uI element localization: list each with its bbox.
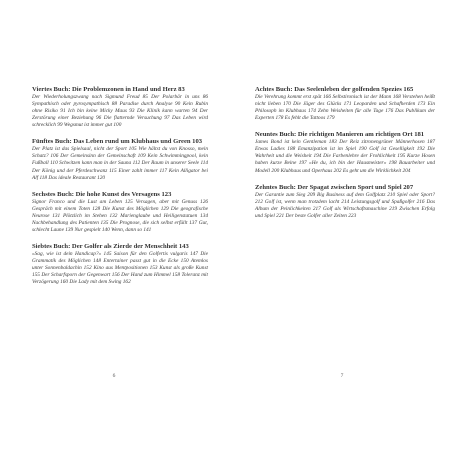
chapter-entries: Der Garantie zum Sieg 209 Big Business auf dem Golfplatz 210 Spiel oder Sport? 212 Golf ist, wenn man trotzdem lacht 214 Leistungsgolf und Spaßgolfer 216 Das Album der Peinlichkeiten 217 Golf als Wirtschaftsmaschine 219 Zwischen Erfolg und Spiel 221 Der beste Golfer aller Zeiten 223 bbox=[255, 191, 435, 219]
toc-chapter bbox=[32, 243, 208, 286]
chapter-entries: James Bond ist kein Gentleman 183 Der Reiz zitronengrüner Männerhosen 187 Etwas Ladies 188 Emanzipation ist im Spiel 190 Golf ist Geselligkeit 192 Die Wahrheit und die Weisheit 194 Die Farbenlehre der Frohlichkeit 195 Kurze Hosen haben kurze Beine 197 »He du, ich bin der Hausmeister« 198 Bauarbeiter und Modell 200 Klubhaus und Operhaus 202 Es geht um die Wirklichkeit 204 bbox=[255, 139, 435, 174]
chapter-entries: Signor Franco und die Lust am Leben 125 Versagen, aber mit Genuss 126 Gespräch mit einem Toten 128 Die Kunst des Möglichen 129 Die geografische Neurose 131 Plötzlich im Stehen 132 Marienglaube und Heiligenstatuen 134 Nachbehandlung des Patienten 135 Die Prognose, die sich selbst erfüllt 137 Gut, schlecht Laune 139 Nur gespielt 140 Wenn, dann so 141 bbox=[32, 198, 208, 234]
chapter-title: Viertes Buch: Die Problemzonen in Hand und Herz 83 bbox=[32, 86, 185, 93]
chapter-title: Sechstes Buch: Die hohe Kunst des Versagens 123 bbox=[32, 190, 172, 198]
chapter-title: Achtes Buch: Das Seelenleben der golfenden Spezies 165 bbox=[255, 86, 414, 93]
chapter-title: Siebtes Buch: Der Golfer als Zierde der Menschheit 143 bbox=[32, 243, 189, 251]
chapter-title: Zehntes Buch: Der Spagat zwischen Sport und Spiel 207 bbox=[255, 183, 414, 191]
toc-chapter bbox=[32, 191, 208, 234]
chapter-title: Neuntes Buch: Die richtigen Manieren am richtigen Ort 181 bbox=[255, 131, 425, 139]
chapter-entries: Der Platz ist das Spielsaal, nicht der Sport 105 Wie hältst du von Knosso, mein Schatz? 106 Der Gemeinsinn der Gemeinschaft 109 Kein Schwimmingpool, kein Fußball 110 Schwitzen kann man in der Sauna 112 Der Raum in unserer Seele 114 Der König und der Pferdeschwanz 115 Einer zahlt immer 117 Kein Alligator bei Alf 118 Das ideale Restaurant 120 bbox=[32, 146, 208, 181]
left-toc-column bbox=[32, 86, 208, 296]
chapter-entries: »Sag, wie ist dein Handicap?« 145 Saison für den Golfertis vulgaris 147 Die Grammatik des Möglichen 148 Entertainer passt gut in die Ecke 150 Atemlos unter Sonnenbaldachin 152 Kino aus Mentpositionen 153 Kunst als große Kunst 155 Der Scharfsporn der Gegenwart 156 Der Hand zum Himmel 158 Toleranz mit Verzögerung 160 Die Lady mit dem Swing 162 bbox=[32, 251, 208, 286]
toc-chapter bbox=[255, 86, 435, 122]
toc-chapter bbox=[255, 184, 435, 220]
right-toc-column bbox=[255, 86, 435, 229]
toc-chapter bbox=[32, 138, 208, 181]
chapter-title: Fünftes Buch: Das Leben rund um Klubhaus und Green 103 bbox=[32, 138, 203, 146]
page-number: 6 bbox=[112, 373, 116, 379]
chapter-entries: Die Verehrung kommt erst spät 166 Selbstironisch ist der Mann 168 Verstehen heißt nicht lieben 170 Die Jäger des Glücks 171 Leoparden und Schafherden 173 Ein Philosoph im Klubhaus 174 Zehn Weisheiten für alle Tage 176 Das Publikum der Experten 178 Es fehlt die Tattoos 179 bbox=[255, 93, 435, 122]
right-page bbox=[228, 0, 456, 456]
page-number: 7 bbox=[340, 373, 344, 379]
toc-chapter bbox=[32, 86, 208, 129]
toc-chapter bbox=[255, 131, 435, 174]
chapter-entries: Der Wiederholungszwang nach Sigmund Freud 85 Der Polarbär in uns 86 Sympathisch oder pyrosympathisch 88 Paradise durch Analyse 90 Kein Rubin ohne Risiko 91 Ich bin keine Micky Maus 93 Die Klinik kann warten 94 Der Zerstörung einer Beziehung 96 Die flatternde Versuchung 97 Das Leben wird schrecklich 99 Wegsmut ist immer gut 100 bbox=[32, 93, 208, 129]
